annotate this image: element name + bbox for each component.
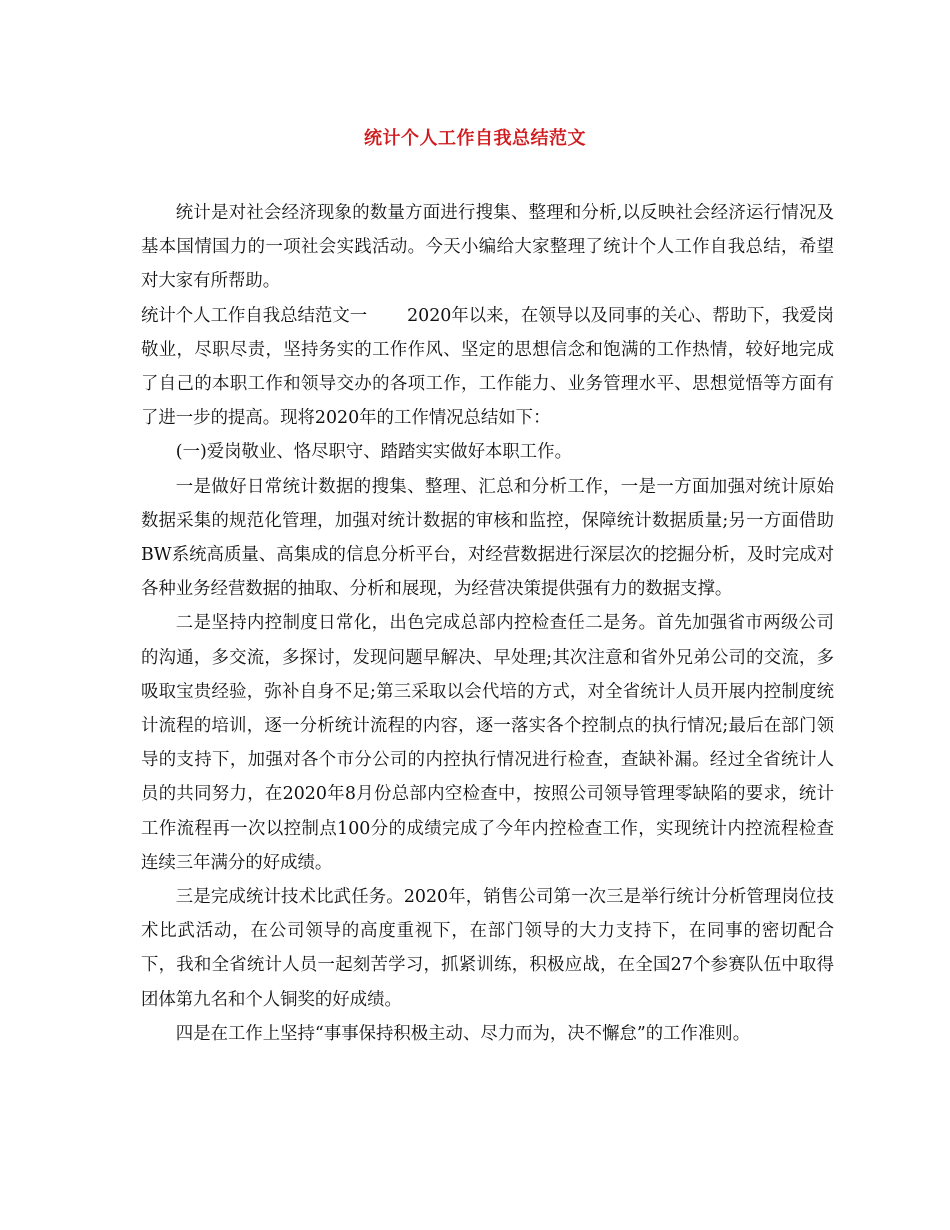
document-title: 统计个人工作自我总结范文	[364, 128, 586, 149]
document-body	[141, 196, 834, 1051]
section-opening-text: 2020年以来，在领导以及同事的关心、帮助下，我爱岗敬业，尽职尽责，坚持务实的工作作风、坚定的思想信念和饱满的工作热情，较好地完成了自己的本职工作和领导交办的各项工作，工作能力、业务管理水平、思想觉悟等方面有了进一步的提高。现将2020年的工作情况总结如下：	[141, 305, 834, 429]
intro-paragraph: 统计是对社会经济现象的数量方面进行搜集、整理和分析,以反映社会经济运行情况及基本国情国力的一项社会实践活动。今天小编给大家整理了统计个人工作自我总结，希望对大家有所帮助。	[141, 203, 834, 292]
paragraph-work-principle: 四是在工作上坚持“事事保持积极主动、尽力而为，决不懈怠”的工作准则。	[175, 1023, 751, 1044]
paragraph-statistics-work: 一是做好日常统计数据的搜集、整理、汇总和分析工作，一是一方面加强对统计原始数据采集的规范化管理，加强对统计数据的审核和监控，保障统计数据质量;另一方面借助BW系统高质量、高集成的信息分析平台，对经营数据进行深层次的挖掘分析，及时完成对各种业务经营数据的抽取、分析和展现，为经营决策提供强有力的数据支撑。	[141, 476, 834, 600]
section-heading: 统计个人工作自我总结范文一	[141, 305, 368, 326]
paragraph-skills-competition: 三是完成统计技术比武任务。2020年，销售公司第一次三是举行统计分析管理岗位技术比武活动，在公司领导的高度重视下，在部门领导的大力支持下，在同事的密切配合下，我和全省统计人员一起刻苦学习，抓紧训练，积极应战，在全国27个参赛队伍中取得团体第九名和个人铜奖的好成绩。	[141, 887, 834, 1010]
section-one-paragraph	[141, 299, 834, 436]
paragraph-internal-control: 二是坚持内控制度日常化，出色完成总部内控检查任二是务。首先加强省市两级公司的沟通，多交流，多探讨，发现问题早解决、早处理;其次注意和省外兄弟公司的交流，多吸取宝贵经验，弥补自身不足;第三采取以会代培的方式，对全省统计人员开展内控制度统计流程的培训，逐一分析统计流程的内容，逐一落实各个控制点的执行情况;最后在部门领导的支持下，加强对各个市分公司的内控执行情况进行检查，查缺补漏。经过全省统计人员的共同努力，在2020年8月份总部内空检查中，按照公司领导管理零缺陷的要求，统计工作流程再一次以控制点100分的成绩完成了今年内控检查工作，实现统计内控流程检查连续三年满分的好成绩。	[141, 613, 834, 873]
subheading-one: (一)爱岗敬业、恪尽职守、踏踏实实做好本职工作。	[175, 442, 572, 463]
